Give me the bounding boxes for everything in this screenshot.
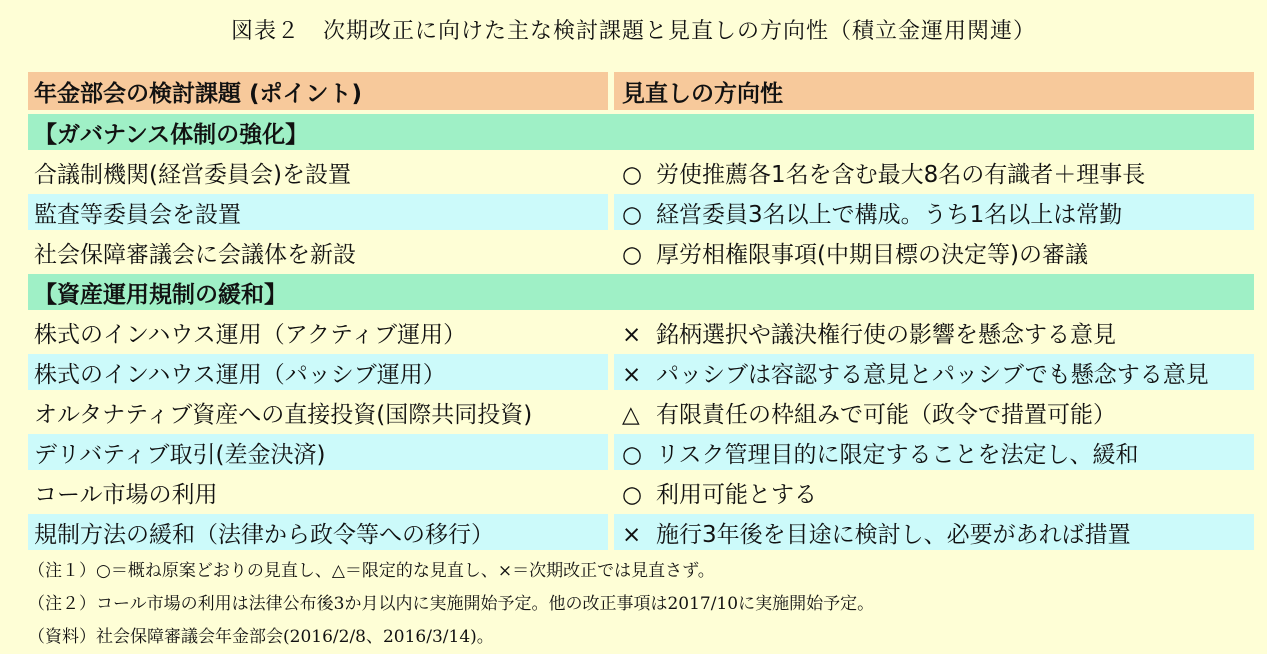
- footnote-2: （注２）コール市場の利用は法律公布後3か月以内に実施開始予定。他の改正事項は2017/10に実施開始予定。: [28, 594, 875, 614]
- section-row-governance: [28, 114, 1254, 150]
- issue-cell: デリバティブ取引(差金決済): [28, 434, 608, 470]
- evaluation-mark: ×: [622, 361, 642, 388]
- evaluation-mark: △: [622, 401, 640, 428]
- direction-text: リスク管理目的に限定することを法定し、緩和: [656, 441, 1139, 468]
- table-row: [28, 514, 1254, 550]
- direction-cell: [608, 234, 1254, 270]
- direction-text: パッシブは容認する意見とパッシブでも懸念する意見: [656, 361, 1209, 388]
- evaluation-mark: ○: [622, 161, 643, 188]
- evaluation-mark: ×: [622, 321, 642, 348]
- evaluation-mark: ○: [622, 201, 643, 228]
- issue-cell: 株式のインハウス運用（パッシブ運用）: [28, 354, 608, 390]
- footnotes: [28, 555, 874, 654]
- direction-text: 厚労相権限事項(中期目標の決定等)の審議: [656, 241, 1088, 268]
- footnote-1: （注１）○＝概ね原案どおりの見直し、△＝限定的な見直し、×＝次期改正では見直さず。: [28, 561, 715, 581]
- direction-cell: [608, 434, 1254, 470]
- issue-cell: 規制方法の緩和（法律から政令等への移行）: [28, 514, 608, 550]
- section-row-asset-management: [28, 274, 1254, 310]
- header-direction: 見直しの方向性: [608, 72, 1254, 110]
- direction-cell: [608, 474, 1254, 510]
- direction-cell: [608, 354, 1254, 390]
- direction-text: 経営委員3名以上で構成。うち1名以上は常勤: [656, 201, 1123, 228]
- issue-cell: 社会保障審議会に会議体を新設: [28, 234, 608, 270]
- issue-cell: オルタナティブ資産への直接投資(国際共同投資): [28, 394, 608, 430]
- table-row: [28, 154, 1254, 190]
- table-row: [28, 354, 1254, 390]
- table-row: [28, 394, 1254, 430]
- direction-cell: [608, 514, 1254, 550]
- table-row: [28, 434, 1254, 470]
- issue-cell: 監査等委員会を設置: [28, 194, 608, 230]
- direction-cell: [608, 394, 1254, 430]
- issue-cell: 株式のインハウス運用（アクティブ運用）: [28, 314, 608, 350]
- table-row: [28, 314, 1254, 350]
- evaluation-mark: ×: [622, 521, 642, 548]
- section-title: 【資産運用規制の緩和】: [28, 274, 1254, 310]
- direction-cell: [608, 314, 1254, 350]
- direction-text: 利用可能とする: [656, 481, 817, 508]
- table-row: [28, 234, 1254, 270]
- figure-title: 図表２ 次期改正に向けた主な検討課題と見直しの方向性（積立金運用関連）: [230, 19, 1036, 44]
- source-note: （資料）社会保障審議会年金部会(2016/2/8、2016/3/14)。: [28, 627, 494, 647]
- evaluation-mark: ○: [622, 441, 643, 468]
- header-issues: 年金部会の検討課題 (ポイント): [28, 72, 608, 110]
- direction-cell: [608, 154, 1254, 190]
- table-header-row: [28, 72, 1254, 110]
- issue-cell: 合議制機関(経営委員会)を設置: [28, 154, 608, 190]
- table-row: [28, 194, 1254, 230]
- evaluation-mark: ○: [622, 241, 643, 268]
- direction-cell: [608, 194, 1254, 230]
- direction-text: 有限責任の枠組みで可能（政令で措置可能）: [656, 401, 1116, 428]
- evaluation-mark: ○: [622, 481, 643, 508]
- direction-text: 銘柄選択や議決権行使の影響を懸念する意見: [656, 321, 1116, 348]
- issue-cell: コール市場の利用: [28, 474, 608, 510]
- direction-text: 労使推薦各1名を含む最大8名の有識者＋理事長: [656, 161, 1146, 188]
- table-row: [28, 474, 1254, 510]
- review-table: [28, 68, 1254, 554]
- direction-text: 施行3年後を目途に検討し、必要があれば措置: [656, 521, 1131, 548]
- section-title: 【ガバナンス体制の強化】: [28, 114, 1254, 150]
